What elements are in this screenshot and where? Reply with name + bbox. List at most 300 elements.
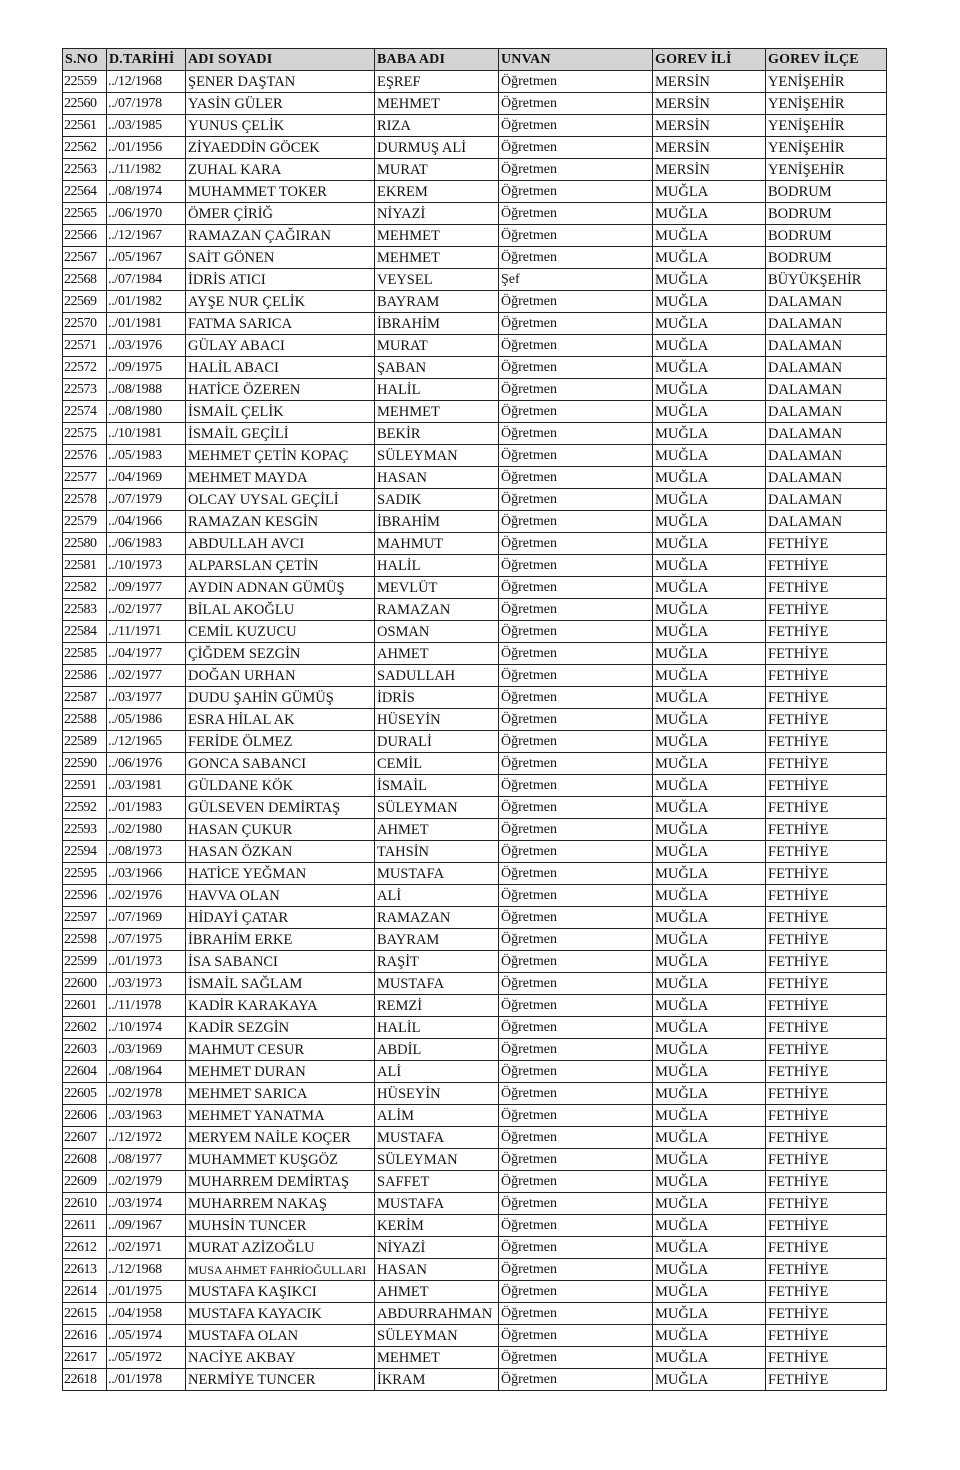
table-row — [63, 577, 887, 599]
cell-baba-adi: İDRİS — [375, 687, 499, 709]
cell-gorev-ilce: BÜYÜKŞEHİR — [766, 269, 887, 291]
cell-unvan: Öğretmen — [499, 335, 653, 357]
cell-gorev-ilce: FETHİYE — [766, 533, 887, 555]
cell-baba-adi: HALİL — [375, 379, 499, 401]
cell-gorev-ili: MUĞLA — [653, 643, 766, 665]
cell-gorev-ili: MUĞLA — [653, 1039, 766, 1061]
cell-sno: 22586 — [63, 665, 107, 687]
cell-gorev-ili: MUĞLA — [653, 599, 766, 621]
cell-sno: 22563 — [63, 159, 107, 181]
table-body — [63, 71, 887, 1391]
cell-gorev-ilce: FETHİYE — [766, 1281, 887, 1303]
cell-gorev-ili: MUĞLA — [653, 225, 766, 247]
cell-baba-adi: TAHSİN — [375, 841, 499, 863]
cell-baba-adi: AHMET — [375, 643, 499, 665]
cell-gorev-ilce: FETHİYE — [766, 599, 887, 621]
cell-adi-soyadi: GÜLAY ABACI — [186, 335, 375, 357]
cell-gorev-ilce: BODRUM — [766, 203, 887, 225]
table-row — [63, 1325, 887, 1347]
cell-adi-soyadi: MUHARREM DEMİRTAŞ — [186, 1171, 375, 1193]
cell-baba-adi: MEHMET — [375, 225, 499, 247]
cell-gorev-ilce: FETHİYE — [766, 1193, 887, 1215]
cell-adi-soyadi: DOĞAN URHAN — [186, 665, 375, 687]
cell-adi-soyadi: DUDU ŞAHİN GÜMÜŞ — [186, 687, 375, 709]
cell-unvan: Öğretmen — [499, 1325, 653, 1347]
personnel-list-page — [62, 48, 886, 1391]
cell-dogum-tarihi: ../03/1974 — [107, 1193, 186, 1215]
cell-unvan: Öğretmen — [499, 731, 653, 753]
cell-baba-adi: EKREM — [375, 181, 499, 203]
cell-gorev-ili: MUĞLA — [653, 423, 766, 445]
cell-gorev-ili: MUĞLA — [653, 819, 766, 841]
cell-unvan: Öğretmen — [499, 401, 653, 423]
cell-gorev-ilce: FETHİYE — [766, 973, 887, 995]
cell-gorev-ili: MERSİN — [653, 159, 766, 181]
cell-dogum-tarihi: ../01/1981 — [107, 313, 186, 335]
cell-unvan: Öğretmen — [499, 247, 653, 269]
table-row — [63, 621, 887, 643]
cell-gorev-ili: MUĞLA — [653, 995, 766, 1017]
cell-gorev-ili: MUĞLA — [653, 621, 766, 643]
cell-baba-adi: İKRAM — [375, 1369, 499, 1391]
table-row — [63, 555, 887, 577]
cell-gorev-ili: MUĞLA — [653, 1149, 766, 1171]
header-adi-soyadi: ADI SOYADI — [186, 49, 375, 71]
cell-adi-soyadi: İSA SABANCI — [186, 951, 375, 973]
cell-unvan: Öğretmen — [499, 1369, 653, 1391]
cell-sno: 22611 — [63, 1215, 107, 1237]
table-row — [63, 467, 887, 489]
cell-dogum-tarihi: ../01/1975 — [107, 1281, 186, 1303]
cell-adi-soyadi: SAİT GÖNEN — [186, 247, 375, 269]
cell-dogum-tarihi: ../11/1971 — [107, 621, 186, 643]
cell-dogum-tarihi: ../07/1969 — [107, 907, 186, 929]
cell-dogum-tarihi: ../11/1978 — [107, 995, 186, 1017]
cell-gorev-ilce: FETHİYE — [766, 665, 887, 687]
cell-adi-soyadi: MEHMET ÇETİN KOPAÇ — [186, 445, 375, 467]
table-row — [63, 1193, 887, 1215]
cell-gorev-ili: MUĞLA — [653, 1259, 766, 1281]
cell-sno: 22593 — [63, 819, 107, 841]
cell-sno: 22596 — [63, 885, 107, 907]
table-row — [63, 357, 887, 379]
cell-dogum-tarihi: ../09/1975 — [107, 357, 186, 379]
cell-gorev-ili: MUĞLA — [653, 357, 766, 379]
cell-dogum-tarihi: ../07/1975 — [107, 929, 186, 951]
cell-baba-adi: NİYAZİ — [375, 203, 499, 225]
cell-unvan: Öğretmen — [499, 995, 653, 1017]
cell-baba-adi: ALİ — [375, 1061, 499, 1083]
cell-adi-soyadi: İSMAİL GEÇİLİ — [186, 423, 375, 445]
cell-dogum-tarihi: ../04/1977 — [107, 643, 186, 665]
cell-sno: 22598 — [63, 929, 107, 951]
cell-gorev-ilce: FETHİYE — [766, 1325, 887, 1347]
cell-adi-soyadi: MAHMUT CESUR — [186, 1039, 375, 1061]
cell-sno: 22599 — [63, 951, 107, 973]
table-row — [63, 797, 887, 819]
cell-gorev-ilce: FETHİYE — [766, 1017, 887, 1039]
cell-sno: 22579 — [63, 511, 107, 533]
cell-adi-soyadi: İSMAİL SAĞLAM — [186, 973, 375, 995]
cell-gorev-ilce: FETHİYE — [766, 1127, 887, 1149]
cell-sno: 22569 — [63, 291, 107, 313]
table-row — [63, 1237, 887, 1259]
cell-sno: 22592 — [63, 797, 107, 819]
table-row — [63, 115, 887, 137]
cell-dogum-tarihi: ../06/1976 — [107, 753, 186, 775]
cell-baba-adi: RIZA — [375, 115, 499, 137]
cell-adi-soyadi: MUHAMMET TOKER — [186, 181, 375, 203]
cell-gorev-ilce: FETHİYE — [766, 1215, 887, 1237]
header-unvan: UNVAN — [499, 49, 653, 71]
personnel-table — [62, 48, 887, 1391]
cell-sno: 22566 — [63, 225, 107, 247]
cell-sno: 22559 — [63, 71, 107, 93]
cell-unvan: Öğretmen — [499, 577, 653, 599]
cell-dogum-tarihi: ../11/1982 — [107, 159, 186, 181]
cell-sno: 22597 — [63, 907, 107, 929]
cell-unvan: Öğretmen — [499, 357, 653, 379]
header-gorev-ili: GOREV İLİ — [653, 49, 766, 71]
cell-gorev-ilce: FETHİYE — [766, 841, 887, 863]
cell-unvan: Öğretmen — [499, 819, 653, 841]
cell-baba-adi: HÜSEYİN — [375, 709, 499, 731]
cell-gorev-ili: MUĞLA — [653, 1171, 766, 1193]
cell-adi-soyadi: HATİCE YEĞMAN — [186, 863, 375, 885]
cell-gorev-ilce: DALAMAN — [766, 423, 887, 445]
cell-gorev-ilce: DALAMAN — [766, 401, 887, 423]
cell-dogum-tarihi: ../12/1965 — [107, 731, 186, 753]
cell-sno: 22565 — [63, 203, 107, 225]
cell-baba-adi: ABDİL — [375, 1039, 499, 1061]
cell-adi-soyadi: KADİR KARAKAYA — [186, 995, 375, 1017]
cell-dogum-tarihi: ../06/1983 — [107, 533, 186, 555]
cell-sno: 22610 — [63, 1193, 107, 1215]
cell-adi-soyadi: HASAN ÖZKAN — [186, 841, 375, 863]
cell-gorev-ilce: FETHİYE — [766, 775, 887, 797]
cell-unvan: Öğretmen — [499, 291, 653, 313]
cell-gorev-ilce: DALAMAN — [766, 291, 887, 313]
cell-unvan: Öğretmen — [499, 1193, 653, 1215]
cell-adi-soyadi: ŞENER DAŞTAN — [186, 71, 375, 93]
cell-sno: 22573 — [63, 379, 107, 401]
cell-dogum-tarihi: ../12/1967 — [107, 225, 186, 247]
cell-unvan: Öğretmen — [499, 841, 653, 863]
cell-adi-soyadi: NACİYE AKBAY — [186, 1347, 375, 1369]
cell-baba-adi: İBRAHİM — [375, 511, 499, 533]
cell-dogum-tarihi: ../07/1979 — [107, 489, 186, 511]
cell-dogum-tarihi: ../05/1986 — [107, 709, 186, 731]
cell-baba-adi: MUSTAFA — [375, 973, 499, 995]
cell-unvan: Öğretmen — [499, 1149, 653, 1171]
cell-adi-soyadi: ABDULLAH AVCI — [186, 533, 375, 555]
cell-gorev-ili: MUĞLA — [653, 885, 766, 907]
cell-gorev-ilce: FETHİYE — [766, 995, 887, 1017]
cell-sno: 22600 — [63, 973, 107, 995]
table-row — [63, 643, 887, 665]
cell-sno: 22613 — [63, 1259, 107, 1281]
cell-unvan: Öğretmen — [499, 797, 653, 819]
cell-adi-soyadi: HATİCE ÖZEREN — [186, 379, 375, 401]
cell-gorev-ilce: FETHİYE — [766, 1061, 887, 1083]
cell-unvan: Öğretmen — [499, 115, 653, 137]
cell-sno: 22615 — [63, 1303, 107, 1325]
cell-sno: 22614 — [63, 1281, 107, 1303]
cell-baba-adi: AHMET — [375, 819, 499, 841]
cell-gorev-ilce: DALAMAN — [766, 489, 887, 511]
table-row — [63, 1347, 887, 1369]
table-row — [63, 401, 887, 423]
cell-adi-soyadi: MEHMET YANATMA — [186, 1105, 375, 1127]
cell-gorev-ili: MERSİN — [653, 71, 766, 93]
cell-gorev-ili: MUĞLA — [653, 269, 766, 291]
cell-gorev-ili: MERSİN — [653, 93, 766, 115]
cell-gorev-ili: MUĞLA — [653, 1281, 766, 1303]
cell-baba-adi: ABDURRAHMAN — [375, 1303, 499, 1325]
cell-dogum-tarihi: ../09/1967 — [107, 1215, 186, 1237]
cell-dogum-tarihi: ../10/1981 — [107, 423, 186, 445]
cell-adi-soyadi: GÜLSEVEN DEMİRTAŞ — [186, 797, 375, 819]
cell-unvan: Öğretmen — [499, 621, 653, 643]
cell-sno: 22571 — [63, 335, 107, 357]
cell-baba-adi: SÜLEYMAN — [375, 445, 499, 467]
cell-baba-adi: HÜSEYİN — [375, 1083, 499, 1105]
header-dogum-tarihi: D.TARİHİ — [107, 49, 186, 71]
cell-gorev-ilce: FETHİYE — [766, 1237, 887, 1259]
cell-gorev-ili: MUĞLA — [653, 555, 766, 577]
cell-unvan: Öğretmen — [499, 159, 653, 181]
cell-adi-soyadi: GONCA SABANCI — [186, 753, 375, 775]
cell-gorev-ili: MUĞLA — [653, 1237, 766, 1259]
cell-baba-adi: BAYRAM — [375, 291, 499, 313]
cell-adi-soyadi: MEHMET DURAN — [186, 1061, 375, 1083]
cell-gorev-ili: MUĞLA — [653, 335, 766, 357]
cell-sno: 22608 — [63, 1149, 107, 1171]
table-row — [63, 489, 887, 511]
table-row — [63, 1039, 887, 1061]
cell-gorev-ili: MUĞLA — [653, 533, 766, 555]
cell-unvan: Öğretmen — [499, 225, 653, 247]
cell-gorev-ili: MUĞLA — [653, 1127, 766, 1149]
cell-gorev-ili: MUĞLA — [653, 313, 766, 335]
cell-adi-soyadi: ÇİĞDEM SEZGİN — [186, 643, 375, 665]
cell-sno: 22591 — [63, 775, 107, 797]
cell-adi-soyadi: MUSTAFA KAŞIKCI — [186, 1281, 375, 1303]
cell-dogum-tarihi: ../02/1971 — [107, 1237, 186, 1259]
cell-sno: 22612 — [63, 1237, 107, 1259]
cell-sno: 22564 — [63, 181, 107, 203]
cell-gorev-ilce: DALAMAN — [766, 511, 887, 533]
cell-dogum-tarihi: ../08/1974 — [107, 181, 186, 203]
cell-baba-adi: MEHMET — [375, 401, 499, 423]
cell-gorev-ili: MUĞLA — [653, 753, 766, 775]
cell-gorev-ili: MUĞLA — [653, 665, 766, 687]
cell-sno: 22607 — [63, 1127, 107, 1149]
cell-unvan: Öğretmen — [499, 489, 653, 511]
cell-gorev-ilce: FETHİYE — [766, 709, 887, 731]
cell-baba-adi: BAYRAM — [375, 929, 499, 951]
table-row — [63, 599, 887, 621]
cell-gorev-ilce: FETHİYE — [766, 555, 887, 577]
cell-baba-adi: SADIK — [375, 489, 499, 511]
cell-gorev-ilce: FETHİYE — [766, 1171, 887, 1193]
table-row — [63, 159, 887, 181]
cell-gorev-ilce: YENİŞEHİR — [766, 137, 887, 159]
cell-gorev-ilce: DALAMAN — [766, 335, 887, 357]
cell-gorev-ilce: FETHİYE — [766, 863, 887, 885]
cell-baba-adi: HALİL — [375, 1017, 499, 1039]
cell-unvan: Öğretmen — [499, 775, 653, 797]
table-row — [63, 687, 887, 709]
cell-gorev-ili: MUĞLA — [653, 929, 766, 951]
cell-sno: 22577 — [63, 467, 107, 489]
cell-unvan: Öğretmen — [499, 1061, 653, 1083]
cell-dogum-tarihi: ../02/1978 — [107, 1083, 186, 1105]
cell-dogum-tarihi: ../02/1976 — [107, 885, 186, 907]
cell-gorev-ili: MUĞLA — [653, 1215, 766, 1237]
cell-unvan: Öğretmen — [499, 511, 653, 533]
cell-gorev-ilce: FETHİYE — [766, 1149, 887, 1171]
cell-adi-soyadi: HİDAYİ ÇATAR — [186, 907, 375, 929]
cell-unvan: Öğretmen — [499, 1127, 653, 1149]
cell-unvan: Öğretmen — [499, 467, 653, 489]
table-row — [63, 665, 887, 687]
cell-dogum-tarihi: ../03/1976 — [107, 335, 186, 357]
cell-sno: 22601 — [63, 995, 107, 1017]
cell-dogum-tarihi: ../05/1974 — [107, 1325, 186, 1347]
cell-sno: 22561 — [63, 115, 107, 137]
table-row — [63, 71, 887, 93]
table-row — [63, 709, 887, 731]
table-row — [63, 907, 887, 929]
cell-dogum-tarihi: ../03/1963 — [107, 1105, 186, 1127]
cell-gorev-ili: MUĞLA — [653, 181, 766, 203]
cell-gorev-ilce: YENİŞEHİR — [766, 93, 887, 115]
cell-unvan: Öğretmen — [499, 599, 653, 621]
cell-dogum-tarihi: ../08/1964 — [107, 1061, 186, 1083]
cell-adi-soyadi: AYŞE NUR ÇELİK — [186, 291, 375, 313]
table-row — [63, 929, 887, 951]
cell-gorev-ili: MUĞLA — [653, 1369, 766, 1391]
cell-baba-adi: SÜLEYMAN — [375, 1149, 499, 1171]
cell-dogum-tarihi: ../03/1973 — [107, 973, 186, 995]
cell-adi-soyadi: BİLAL AKOĞLU — [186, 599, 375, 621]
cell-baba-adi: MEHMET — [375, 1347, 499, 1369]
cell-gorev-ili: MUĞLA — [653, 203, 766, 225]
cell-adi-soyadi: GÜLDANE KÖK — [186, 775, 375, 797]
cell-unvan: Öğretmen — [499, 313, 653, 335]
table-row — [63, 1303, 887, 1325]
table-row — [63, 973, 887, 995]
cell-adi-soyadi: RAMAZAN KESGİN — [186, 511, 375, 533]
cell-unvan: Öğretmen — [499, 665, 653, 687]
cell-dogum-tarihi: ../03/1977 — [107, 687, 186, 709]
cell-adi-soyadi: AYDIN ADNAN GÜMÜŞ — [186, 577, 375, 599]
cell-adi-soyadi: FATMA SARICA — [186, 313, 375, 335]
cell-dogum-tarihi: ../12/1972 — [107, 1127, 186, 1149]
cell-adi-soyadi: HASAN ÇUKUR — [186, 819, 375, 841]
cell-baba-adi: MURAT — [375, 335, 499, 357]
cell-gorev-ili: MUĞLA — [653, 1061, 766, 1083]
cell-gorev-ilce: FETHİYE — [766, 577, 887, 599]
table-row — [63, 819, 887, 841]
cell-adi-soyadi: MEHMET SARICA — [186, 1083, 375, 1105]
cell-adi-soyadi: MERYEM NAİLE KOÇER — [186, 1127, 375, 1149]
cell-sno: 22595 — [63, 863, 107, 885]
table-row — [63, 753, 887, 775]
cell-gorev-ili: MUĞLA — [653, 841, 766, 863]
cell-dogum-tarihi: ../10/1974 — [107, 1017, 186, 1039]
cell-adi-soyadi: HALİL ABACI — [186, 357, 375, 379]
cell-unvan: Öğretmen — [499, 533, 653, 555]
cell-adi-soyadi: HAVVA OLAN — [186, 885, 375, 907]
cell-baba-adi: MUSTAFA — [375, 863, 499, 885]
cell-unvan: Öğretmen — [499, 423, 653, 445]
cell-sno: 22576 — [63, 445, 107, 467]
cell-adi-soyadi: RAMAZAN ÇAĞIRAN — [186, 225, 375, 247]
cell-baba-adi: RAMAZAN — [375, 907, 499, 929]
cell-baba-adi: MURAT — [375, 159, 499, 181]
cell-dogum-tarihi: ../07/1978 — [107, 93, 186, 115]
cell-unvan: Öğretmen — [499, 1017, 653, 1039]
cell-dogum-tarihi: ../01/1983 — [107, 797, 186, 819]
cell-dogum-tarihi: ../01/1978 — [107, 1369, 186, 1391]
cell-adi-soyadi: ÖMER ÇİRİĞ — [186, 203, 375, 225]
cell-dogum-tarihi: ../03/1985 — [107, 115, 186, 137]
cell-unvan: Öğretmen — [499, 951, 653, 973]
cell-unvan: Öğretmen — [499, 181, 653, 203]
cell-gorev-ilce: DALAMAN — [766, 357, 887, 379]
cell-baba-adi: MUSTAFA — [375, 1193, 499, 1215]
cell-gorev-ilce: FETHİYE — [766, 1369, 887, 1391]
cell-adi-soyadi: İSMAİL ÇELİK — [186, 401, 375, 423]
cell-dogum-tarihi: ../12/1968 — [107, 1259, 186, 1281]
cell-gorev-ilce: FETHİYE — [766, 1303, 887, 1325]
cell-sno: 22587 — [63, 687, 107, 709]
cell-unvan: Öğretmen — [499, 555, 653, 577]
cell-baba-adi: VEYSEL — [375, 269, 499, 291]
cell-baba-adi: EŞREF — [375, 71, 499, 93]
cell-gorev-ili: MERSİN — [653, 115, 766, 137]
cell-sno: 22602 — [63, 1017, 107, 1039]
cell-sno: 22588 — [63, 709, 107, 731]
cell-unvan: Öğretmen — [499, 885, 653, 907]
cell-sno: 22572 — [63, 357, 107, 379]
cell-sno: 22605 — [63, 1083, 107, 1105]
cell-dogum-tarihi: ../06/1970 — [107, 203, 186, 225]
cell-baba-adi: İBRAHİM — [375, 313, 499, 335]
cell-gorev-ili: MUĞLA — [653, 467, 766, 489]
cell-gorev-ili: MUĞLA — [653, 1303, 766, 1325]
cell-dogum-tarihi: ../03/1966 — [107, 863, 186, 885]
cell-baba-adi: DURALİ — [375, 731, 499, 753]
cell-dogum-tarihi: ../08/1980 — [107, 401, 186, 423]
cell-dogum-tarihi: ../05/1983 — [107, 445, 186, 467]
cell-baba-adi: KERİM — [375, 1215, 499, 1237]
cell-unvan: Öğretmen — [499, 1171, 653, 1193]
cell-dogum-tarihi: ../05/1967 — [107, 247, 186, 269]
cell-gorev-ilce: FETHİYE — [766, 621, 887, 643]
cell-baba-adi: OSMAN — [375, 621, 499, 643]
cell-dogum-tarihi: ../02/1980 — [107, 819, 186, 841]
cell-dogum-tarihi: ../04/1966 — [107, 511, 186, 533]
cell-gorev-ili: MUĞLA — [653, 489, 766, 511]
cell-sno: 22585 — [63, 643, 107, 665]
cell-dogum-tarihi: ../10/1973 — [107, 555, 186, 577]
cell-gorev-ilce: FETHİYE — [766, 929, 887, 951]
cell-adi-soyadi: NERMİYE TUNCER — [186, 1369, 375, 1391]
cell-dogum-tarihi: ../12/1968 — [107, 71, 186, 93]
